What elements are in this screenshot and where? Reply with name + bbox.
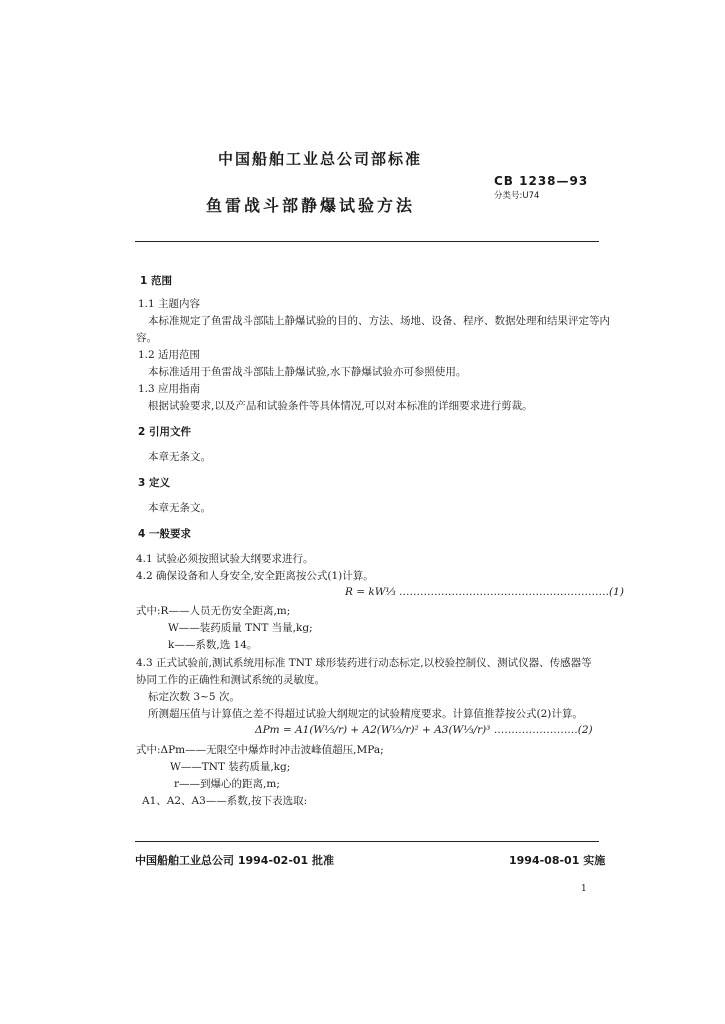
symbol-definition: r——到爆心的距离,m; bbox=[174, 778, 280, 790]
section-1-heading: 1 范围 bbox=[140, 275, 172, 287]
footer-rule bbox=[135, 841, 599, 842]
paragraph-line: 本章无条文。 bbox=[148, 451, 211, 463]
symbol-definition: k——系数,选 14。 bbox=[168, 639, 258, 651]
classification-number: 分类号:U74 bbox=[494, 191, 540, 201]
clause-4-3: 4.3 正式试验前,测试系统用标准 TNT 球形装药进行动态标定,以校验控制仪、测试仪器、传感器等 bbox=[136, 657, 592, 669]
header-rule bbox=[135, 241, 599, 242]
organization-heading: 中国船舶工业总公司部标准 bbox=[218, 150, 423, 168]
symbol-definition: W——TNT 装药质量,kg; bbox=[170, 761, 291, 773]
formula-1: R = kW⅓ ……………………………………………………(1) bbox=[345, 586, 624, 598]
document-title: 鱼雷战斗部静爆试验方法 bbox=[206, 196, 416, 215]
approval-date: 中国船舶工业总公司 1994-02-01 批准 bbox=[135, 854, 335, 867]
paragraph-line: 本标准适用于鱼雷战斗部陆上静爆试验,水下静爆试验亦可参照使用。 bbox=[148, 366, 467, 378]
formula-2: ΔPm = A1(W⅓/r) + A2(W⅓/r)² + A3(W⅓/r)³ ……………………(2) bbox=[255, 724, 593, 736]
symbol-definition: 式中:R——人员无伤安全距离,m; bbox=[136, 605, 291, 617]
section-1-1-heading: 1.1 主题内容 bbox=[138, 298, 201, 310]
paragraph-line: 根据试验要求,以及产品和试验条件等具体情况,可以对本标准的详细要求进行剪裁。 bbox=[148, 400, 533, 412]
paragraph-line: 所测超压值与计算值之差不得超过试验大纲规定的试验精度要求。计算值推荐按公式(2)计算。 bbox=[148, 708, 583, 720]
symbol-definition: W——装药质量 TNT 当量,kg; bbox=[168, 622, 313, 634]
standard-code: CB 1238—93 bbox=[494, 174, 589, 188]
paragraph-line: 标定次数 3~5 次。 bbox=[148, 691, 240, 703]
implementation-date: 1994-08-01 实施 bbox=[509, 854, 606, 867]
section-2-heading: 2 引用文件 bbox=[138, 426, 191, 438]
paragraph-line: 容。 bbox=[136, 332, 157, 344]
section-3-heading: 3 定义 bbox=[138, 477, 170, 489]
paragraph-line: 协同工作的正确性和测试系统的灵敏度。 bbox=[136, 674, 325, 686]
section-1-3-heading: 1.3 应用指南 bbox=[138, 383, 201, 395]
symbol-definition: A1、A2、A3——系数,按下表选取: bbox=[142, 795, 308, 807]
page-number: 1 bbox=[581, 884, 587, 894]
section-4-heading: 4 一般要求 bbox=[138, 528, 191, 540]
section-1-2-heading: 1.2 适用范围 bbox=[138, 349, 201, 361]
clause-4-1: 4.1 试验必须按照试验大纲要求进行。 bbox=[136, 553, 314, 565]
clause-4-2: 4.2 确保设备和人身安全,安全距离按公式(1)计算。 bbox=[136, 570, 374, 582]
symbol-definition: 式中:ΔPm——无限空中爆炸时冲击波峰值超压,MPa; bbox=[136, 744, 384, 756]
paragraph-line: 本标准规定了鱼雷战斗部陆上静爆试验的目的、方法、场地、设备、程序、数据处理和结果评定等内 bbox=[148, 315, 610, 327]
paragraph-line: 本章无条文。 bbox=[148, 502, 211, 514]
